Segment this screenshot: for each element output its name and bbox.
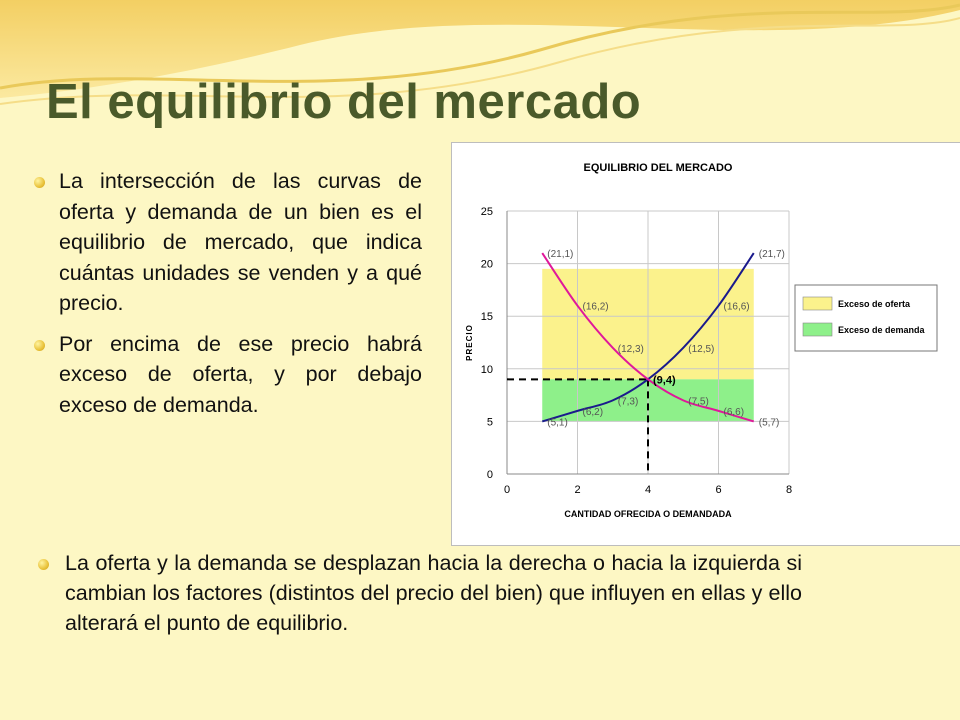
bullet-text: La oferta y la demanda se desplazan hacia la derecha o hacia la izquierda si cambian los factores (distintos del precio del bien) que influyen en ellas y ello alterará el punto de equilibrio. (65, 551, 802, 635)
point-label: (7,5) (688, 396, 709, 408)
legend-swatch (803, 297, 832, 310)
y-tick-label: 0 (486, 469, 493, 481)
y-tick-label: 25 (480, 206, 493, 218)
x-tick-label: 6 (715, 484, 722, 496)
point-label: (7,3) (617, 396, 639, 408)
point-label: (12,5) (688, 343, 715, 355)
point-label: (16,2) (582, 301, 609, 313)
legend-label: Exceso de oferta (838, 299, 911, 309)
x-tick-label: 8 (785, 484, 793, 496)
market-equilibrium-chart (451, 142, 960, 546)
bottom-bullet-list (38, 548, 802, 648)
bullet-item (34, 329, 422, 421)
chart-title: EQUILIBRIO DEL MERCADO (583, 162, 733, 174)
legend-label: Exceso de demanda (838, 325, 925, 335)
point-label: (6,6) (723, 406, 745, 418)
y-axis-label: PRECIO (465, 324, 474, 361)
bullet-text: La intersección de las curvas de oferta y demanda de un bien es el equilibrio de mercado, que indica cuántas unidades se venden y a qué precio. (59, 169, 422, 315)
point-label: (21,1) (547, 249, 574, 261)
point-label: (6,2) (582, 406, 604, 418)
bullet-icon (34, 177, 45, 188)
legend-swatch (803, 323, 832, 336)
x-tick-label: 0 (503, 484, 511, 496)
y-tick-label: 5 (486, 416, 493, 429)
slide-title: El equilibrio del mercado (46, 75, 642, 129)
top-bullet-list (34, 166, 422, 430)
y-tick-label: 15 (480, 311, 493, 324)
bullet-item (34, 166, 422, 319)
bullet-icon (34, 340, 45, 351)
legend-box (795, 285, 937, 351)
point-label: (5,1) (547, 417, 568, 429)
x-tick-label: 4 (644, 484, 652, 496)
bullet-text: Por encima de ese precio habrá exceso de oferta, y por debajo exceso de demanda. (59, 331, 422, 417)
x-axis-label: CANTIDAD OFRECIDA O DEMANDADA (564, 509, 732, 519)
bullet-icon (38, 559, 49, 570)
point-label: (9,4) (653, 374, 676, 387)
point-label: (12,3) (617, 343, 644, 355)
y-tick-label: 20 (480, 258, 493, 271)
y-tick-label: 10 (480, 363, 493, 376)
point-label: (16,6) (723, 301, 750, 313)
bullet-item (38, 548, 802, 638)
point-label: (21,7) (758, 249, 785, 261)
chart-svg (452, 143, 960, 545)
x-tick-label: 2 (574, 484, 581, 496)
point-label: (5,7) (758, 417, 780, 429)
